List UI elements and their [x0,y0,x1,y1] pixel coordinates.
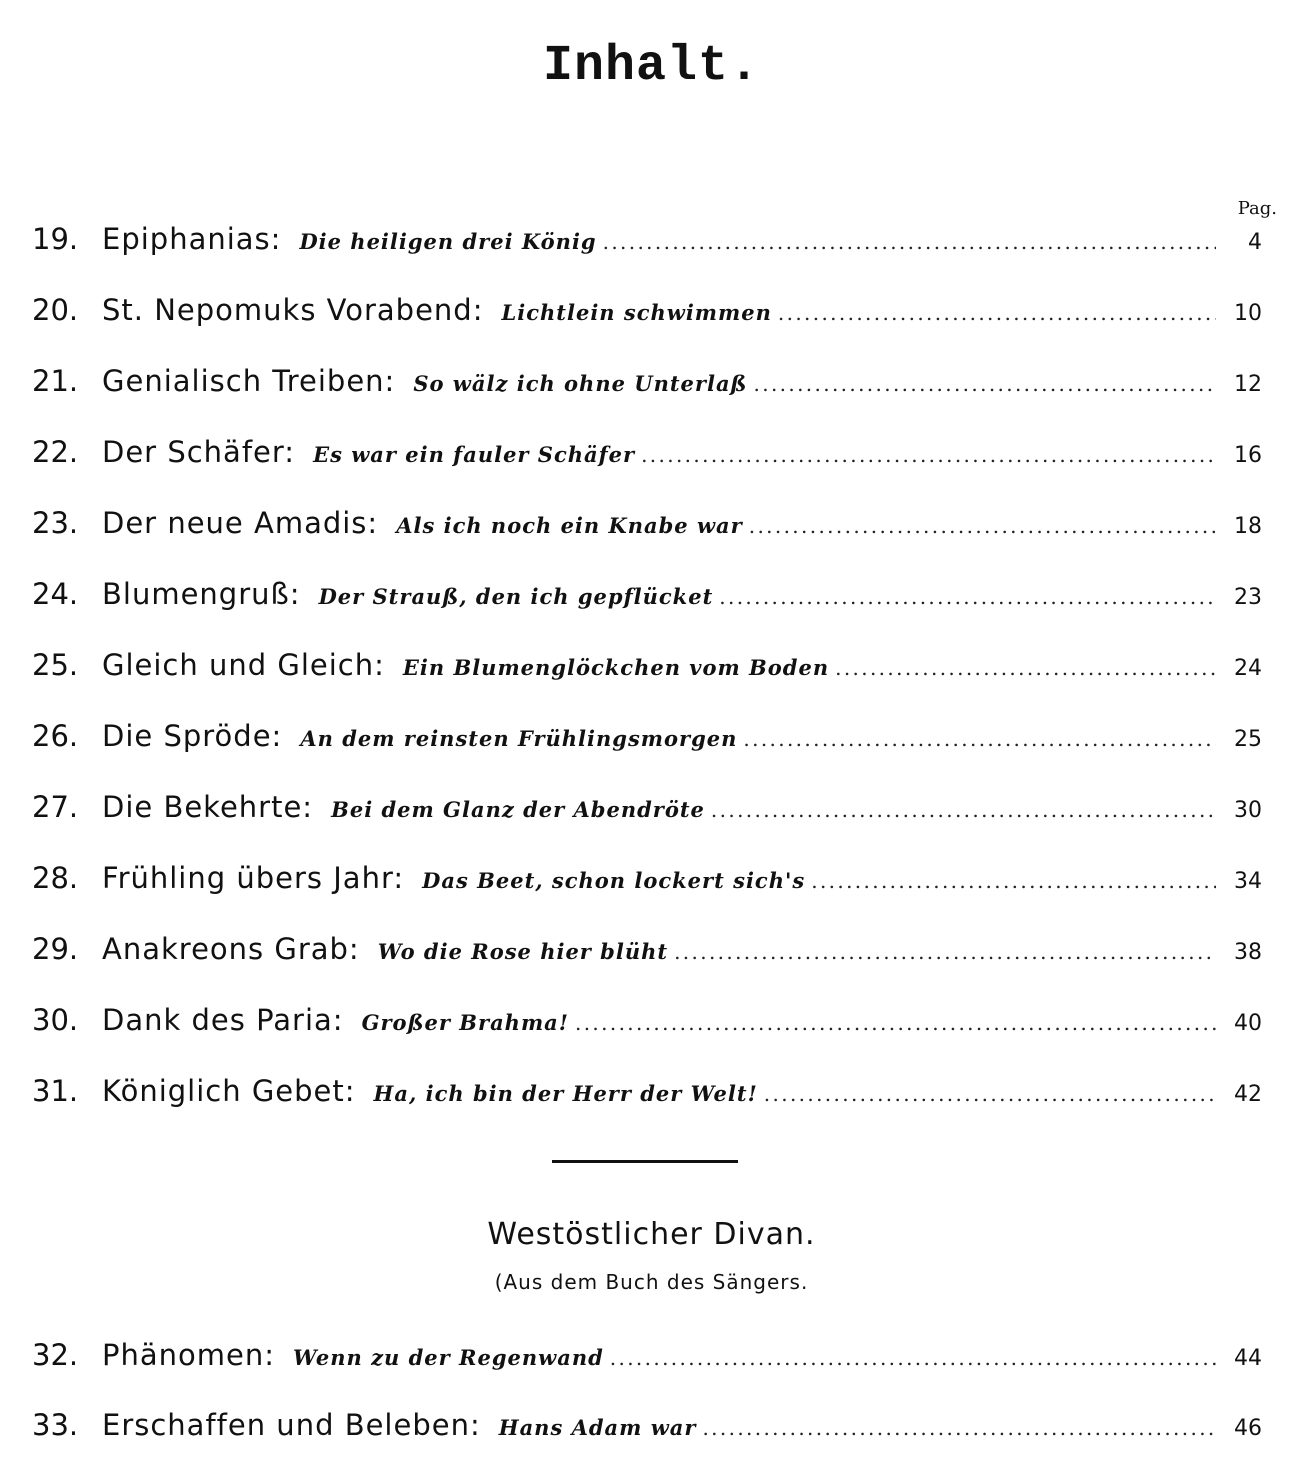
page-title: Inhalt. [542,38,761,95]
dot-leader [719,585,1216,609]
entry-heading: Der Schäfer: [102,435,296,469]
entry-incipit: Der Strauß, den ich gepflücket [318,584,714,609]
entry-page: 24 [1234,656,1262,681]
entry-incipit: Ein Blumenglöckchen vom Boden [402,655,830,680]
dot-leader [749,514,1216,538]
entry-page: 18 [1234,514,1262,539]
toc-entry [32,364,1262,404]
entry-heading: Frühling übers Jahr: [102,861,405,895]
dot-leader [743,727,1216,751]
toc-entry [32,1003,1262,1043]
entry-heading: St. Nepomuks Vorabend: [102,293,484,327]
entry-page: 23 [1234,585,1262,610]
dot-leader [603,230,1216,254]
entry-incipit: Hans Adam war [498,1415,697,1440]
entry-number: 24. [32,577,79,611]
entry-incipit: Es war ein fauler Schäfer [313,442,636,467]
entry-heading: Anakreons Grab: [102,932,360,966]
entry-heading: Der neue Amadis: [102,506,379,540]
toc-entry [32,861,1262,901]
entry-page: 42 [1234,1082,1262,1107]
entry-heading: Blumengruß: [102,577,301,611]
entry-heading: Phänomen: [102,1338,276,1372]
dot-leader [702,1416,1216,1440]
dot-leader [674,940,1216,964]
entry-heading: Die Spröde: [102,719,283,753]
toc-entry [32,435,1262,475]
entry-page: 38 [1234,940,1262,965]
toc-entry [32,222,1262,262]
entry-number: 31. [32,1074,79,1108]
entry-incipit: Lichtlein schwimmen [501,300,772,325]
toc-entry [32,293,1262,333]
entry-page: 16 [1234,443,1262,468]
entry-incipit: Ha, ich bin der Herr der Welt! [373,1081,758,1106]
toc-entry [32,1408,1262,1448]
section-subtitle: (Aus dem Buch des Sängers. [494,1270,809,1294]
section-divider [552,1160,738,1163]
entry-incipit: Großer Brahma! [361,1010,569,1035]
toc-entry [32,932,1262,972]
toc-entry [32,1074,1262,1114]
entry-number: 20. [32,293,79,327]
entry-heading: Gleich und Gleich: [102,648,385,682]
dot-leader [778,301,1216,325]
dot-leader [764,1082,1216,1106]
entry-incipit: An dem reinsten Frühlingsmorgen [300,726,738,751]
entry-page: 46 [1234,1416,1262,1441]
entry-incipit: Das Beet, schon lockert sich's [422,868,806,893]
toc-entry [32,1338,1262,1378]
dot-leader [835,656,1216,680]
entry-heading: Erschaffen und Beleben: [102,1408,481,1442]
toc-entry [32,790,1262,830]
entry-heading: Genialisch Treiben: [102,364,396,398]
entry-number: 21. [32,364,79,398]
entry-number: 19. [32,222,79,256]
entry-incipit: Wenn zu der Regenwand [293,1345,604,1370]
entry-page: 4 [1248,230,1262,255]
entry-heading: Epiphanias: [102,222,282,256]
entry-incipit: Die heiligen drei König [299,229,597,254]
entry-page: 34 [1234,869,1262,894]
entry-number: 26. [32,719,79,753]
dot-leader [811,869,1216,893]
entry-incipit: Wo die Rose hier blüht [377,939,669,964]
toc-entry [32,719,1262,759]
section-title: Westöstlicher Divan. [487,1217,816,1252]
entry-incipit: Bei dem Glanz der Abendröte [331,797,705,822]
entry-number: 25. [32,648,79,682]
entry-incipit: So wälz ich ohne Unterlaß [413,371,748,396]
toc-entry [32,506,1262,546]
entry-page: 44 [1234,1346,1262,1371]
entry-page: 25 [1234,727,1262,752]
entry-heading: Die Bekehrte: [102,790,314,824]
toc-entry [32,648,1262,688]
entry-heading: Königlich Gebet: [102,1074,356,1108]
entry-number: 33. [32,1408,79,1442]
dot-leader [641,443,1216,467]
entry-heading: Dank des Paria: [102,1003,344,1037]
entry-page: 12 [1234,372,1262,397]
entry-page: 30 [1234,798,1262,823]
entry-incipit: Als ich noch ein Knabe war [396,513,743,538]
page-column-label: Pag. [1237,198,1277,219]
entry-page: 10 [1234,301,1262,326]
entry-number: 32. [32,1338,79,1372]
toc-entry [32,577,1262,617]
entry-number: 22. [32,435,79,469]
entry-number: 28. [32,861,79,895]
dot-leader [754,372,1216,396]
entry-number: 29. [32,932,79,966]
entry-number: 23. [32,506,79,540]
dot-leader [610,1346,1216,1370]
entry-page: 40 [1234,1011,1262,1036]
entry-number: 30. [32,1003,79,1037]
dot-leader [575,1011,1216,1035]
dot-leader [711,798,1216,822]
entry-number: 27. [32,790,79,824]
